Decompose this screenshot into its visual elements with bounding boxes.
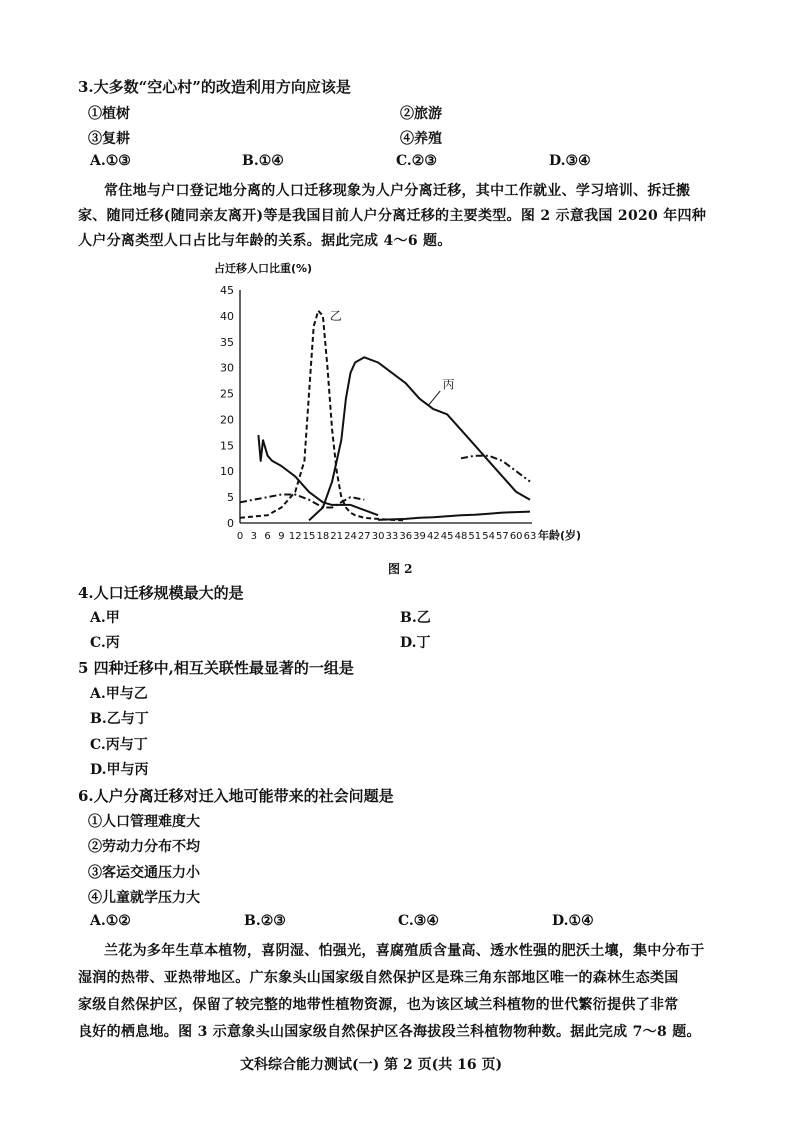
- q5-title: 5 四种迁移中,相互关联性最显著的一组是: [78, 659, 354, 677]
- y-tick-label: 15: [220, 439, 234, 453]
- q6-choice-a: A.①②: [90, 913, 131, 929]
- q3-choice-d: D.③④: [549, 153, 591, 169]
- x-tick-label: 51: [468, 531, 482, 542]
- intro-7-8-line-1: 兰花为多年生草本植物，喜阴湿、怕强光，喜腐殖质含量高、透水性强的肥沃土壤，集中分布于: [104, 943, 705, 959]
- x-tick-label: 30: [371, 531, 385, 542]
- x-tick-label: 39: [413, 531, 426, 542]
- q3-choice-b: B.①④: [242, 153, 284, 169]
- q5-choice-a: A.甲与乙: [90, 686, 148, 702]
- intro-7-8-line-3: 家级自然保护区，保留了较完整的地带性植物资源，也为该区域兰科植物的世代繁衍提供了非常: [78, 997, 679, 1013]
- y-tick-label: 30: [220, 361, 234, 375]
- x-tick-label: 33: [385, 531, 399, 542]
- x-axis-label: 年龄(岁): [538, 529, 582, 542]
- x-tick-label: 42: [426, 531, 440, 542]
- page-footer: 文科综合能力测试(一) 第 2 页(共 16 页): [240, 1057, 503, 1073]
- q4-choice-d: D.丁: [400, 635, 431, 651]
- q6-item-3: ③客运交通压力小: [88, 865, 200, 881]
- q3-title: 3.大多数“空心村”的改造利用方向应该是: [78, 78, 351, 96]
- series-label-leader-bing: [429, 391, 441, 405]
- q4-choice-a: A.甲: [90, 610, 120, 626]
- x-tick-label: 24: [344, 531, 357, 542]
- q4-title: 4.人口迁移规模最大的是: [78, 584, 244, 602]
- x-tick-label: 0: [236, 531, 244, 542]
- figure-2-chart: [200, 258, 600, 548]
- q6-choice-b: B.②③: [244, 913, 286, 929]
- q3-item-1: ①植树: [88, 106, 130, 122]
- q6-item-4: ④儿童就学压力大: [88, 890, 200, 906]
- y-tick-label: 35: [220, 335, 234, 349]
- x-tick-label: 12: [288, 531, 302, 542]
- series-line-0: [240, 308, 406, 521]
- y-tick-label: 10: [220, 465, 234, 479]
- x-tick-label: 63: [523, 531, 537, 542]
- q6-choice-c: C.③④: [398, 913, 439, 929]
- x-tick-label: 27: [357, 531, 371, 542]
- y-tick-label: 25: [220, 387, 234, 401]
- q5-choice-c: C.丙与丁: [90, 737, 148, 753]
- x-tick-label: 36: [399, 531, 413, 542]
- q3-item-4: ④养殖: [400, 131, 442, 147]
- q3-choice-c: C.②③: [396, 153, 437, 169]
- y-tick-label: 5: [227, 491, 234, 505]
- q6-title: 6.人户分离迁移对迁入地可能带来的社会问题是: [78, 787, 394, 805]
- y-axis-label: 占迁移人口比重(%): [214, 262, 313, 275]
- x-tick-label: 9: [278, 531, 285, 542]
- x-tick-label: 60: [509, 531, 523, 542]
- series-label-bing: 丙: [442, 377, 455, 392]
- intro-4-6-line-2: 家、随同迁移(随同亲友离开)等是我国目前人户分离迁移的主要类型。图 2 示意我国 2020 年四种: [78, 208, 707, 224]
- y-tick-label: 0: [227, 517, 234, 530]
- q3-item-2: ②旅游: [400, 106, 442, 122]
- q3-item-3: ③复耕: [88, 131, 130, 147]
- x-tick-label: 54: [482, 531, 495, 542]
- x-tick-label: 6: [264, 531, 271, 542]
- intro-4-6-line-1: 常住地与户口登记地分离的人口迁移现象为人户分离迁移，其中工作就业、学习培训、拆迁搬: [104, 183, 691, 199]
- q3-choice-a: A.①③: [90, 153, 131, 169]
- x-tick-label: 3: [250, 531, 257, 542]
- series-line-2: [258, 435, 378, 515]
- x-tick-label: 21: [330, 531, 344, 542]
- q5-choice-b: B.乙与丁: [90, 711, 149, 727]
- figure-2-caption: 图 2: [388, 562, 413, 576]
- x-tick-label: 48: [454, 531, 468, 542]
- series-label-yi: 乙: [329, 308, 342, 323]
- q4-choice-b: B.乙: [400, 610, 431, 626]
- y-tick-label: 45: [220, 284, 234, 297]
- q4-choice-c: C.丙: [90, 635, 120, 651]
- series-line-4: [378, 512, 530, 520]
- intro-7-8-line-2: 湿润的热带、亚热带地区。广东象头山国家级自然保护区是珠三角东部地区唯一的森林生态类国: [78, 970, 679, 986]
- intro-4-6-line-3: 人户分离类型人口占比与年龄的关系。据此完成 4～6 题。: [78, 233, 452, 249]
- x-tick-label: 57: [496, 531, 509, 542]
- x-tick-label: 15: [302, 531, 316, 542]
- q6-item-1: ①人口管理难度大: [88, 814, 200, 830]
- q6-item-2: ②劳动力分布不均: [88, 839, 200, 855]
- q6-choice-d: D.①④: [552, 913, 594, 929]
- q5-choice-d: D.甲与丙: [90, 762, 149, 778]
- series-line-1: [309, 357, 530, 520]
- x-tick-label: 45: [440, 531, 454, 542]
- x-tick-label: 18: [316, 531, 330, 542]
- y-tick-label: 20: [220, 413, 234, 427]
- intro-7-8-line-4: 良好的栖息地。图 3 示意象头山国家级自然保护区各海拔段兰科植物物种数。据此完成 7～8 题。: [78, 1024, 701, 1040]
- y-tick-label: 40: [220, 309, 234, 323]
